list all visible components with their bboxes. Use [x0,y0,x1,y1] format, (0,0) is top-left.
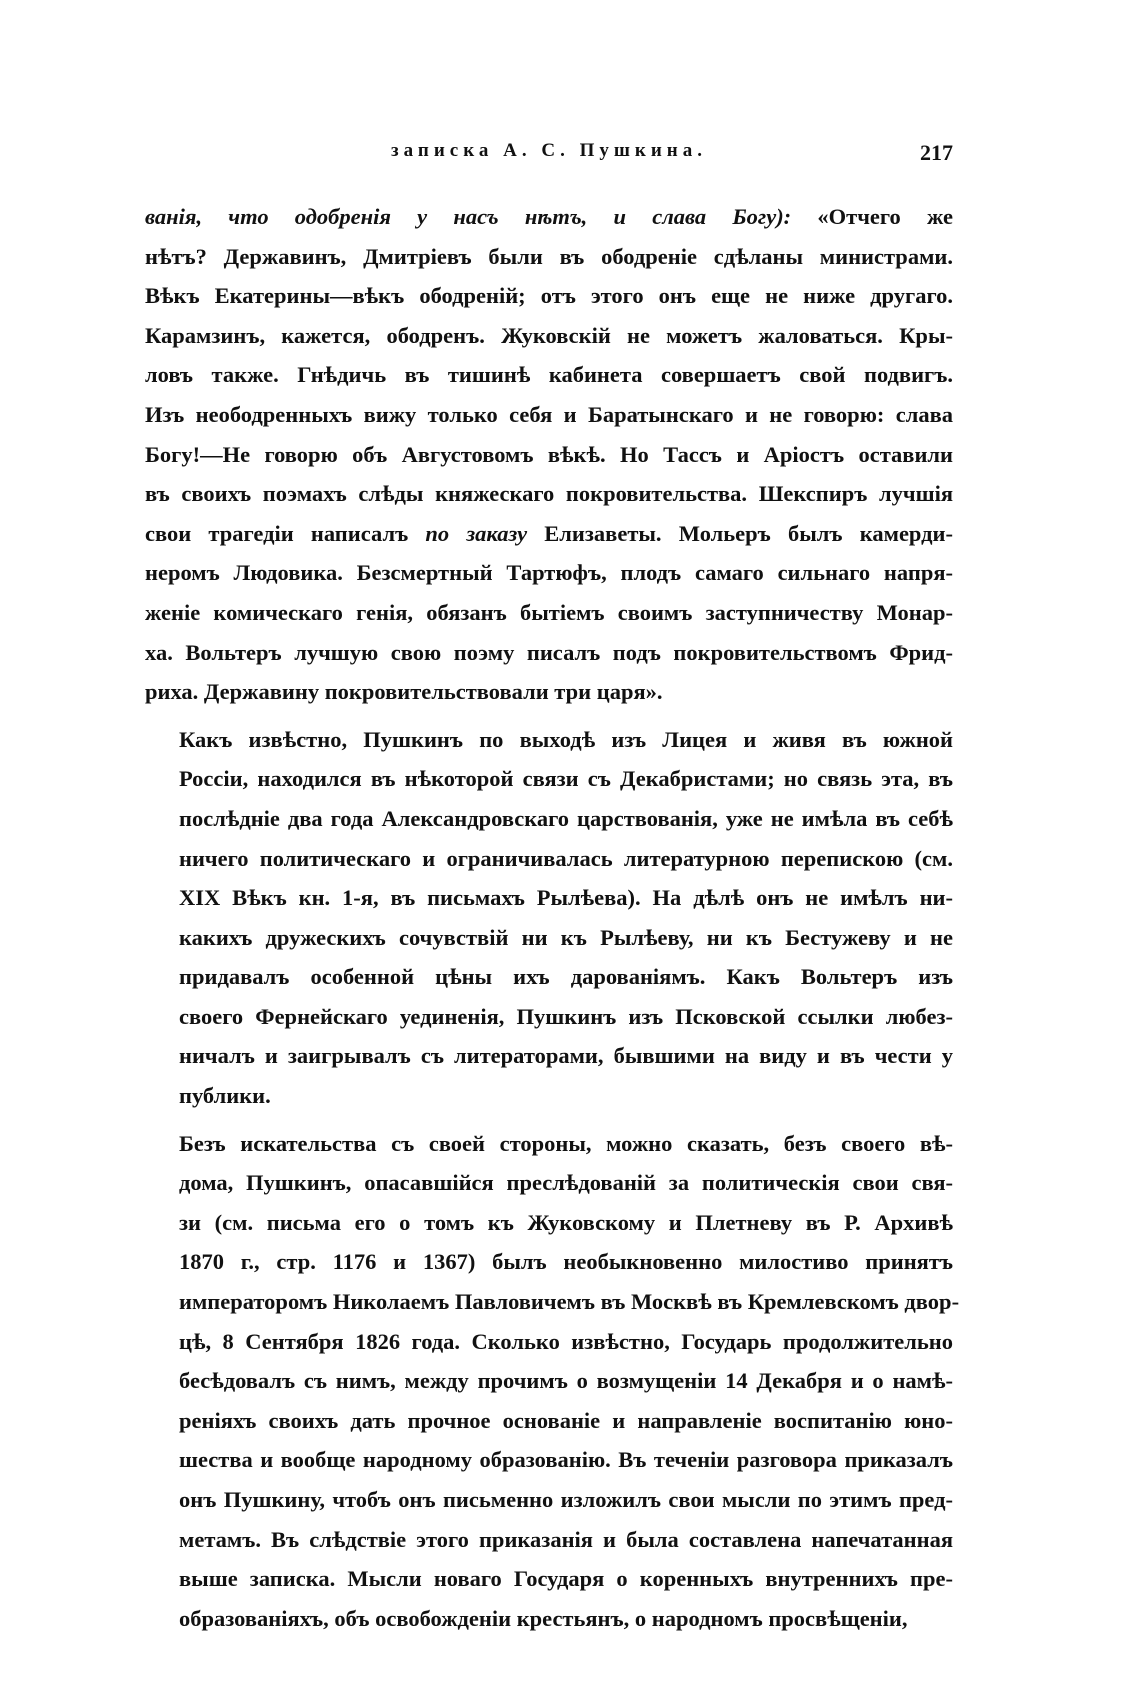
text-segment: своего Фернейскаго уединенія, Пушкинъ изъ Псковской ссылки любез- [179,1003,953,1029]
paragraph [145,1124,960,1639]
text-segment: какихъ дружескихъ сочувствій ни къ Рылѣеву, ни къ Бестужеву и не [179,924,953,950]
text-line [145,1124,953,1164]
text-segment: публики. [179,1083,271,1109]
text-line [145,799,953,839]
text-segment: Вѣкъ Екатерины—вѣкъ ободреній; отъ этого онъ еще не ниже другаго. [145,283,953,309]
text-line [145,633,953,673]
text-segment: риха. Державину покровительствовали три царя». [145,679,663,705]
page-number: 217 [920,140,953,165]
text-segment: 1870 г., стр. 1176 и 1367) былъ необыкновенно милостиво принятъ [179,1249,953,1275]
text-line [145,1361,953,1401]
text-segment: свои трагедіи написалъ [145,520,426,546]
text-segment: Богу!—Не говорю объ Августовомъ вѣкѣ. Но Тассъ и Аріостъ оставили [145,441,953,467]
text-segment: неромъ Людовика. Безсмертный Тартюфъ, плодъ самаго сильнаго напря- [145,560,953,586]
text-line [145,593,953,633]
text-segment: ничалъ и заигрывалъ съ литераторами, бывшими на виду и въ чести у [179,1043,953,1069]
text-line [145,672,953,712]
text-line [145,1076,953,1116]
text-line [145,878,953,918]
text-segment: Елизаветы. Мольеръ былъ камерди- [527,520,953,546]
text-segment: бесѣдовалъ съ нимъ, между прочимъ о возмущеніи 14 Декабря и о намѣ- [179,1368,953,1394]
text-segment: женіе комическаго генія, обязанъ бытіемъ своимъ заступничеству Монар- [145,599,953,625]
text-segment: Карамзинъ, кажется, ободренъ. Жуковскій не можетъ жаловаться. Кры- [145,322,953,348]
text-segment: ха. Вольтеръ лучшую свою поэму писалъ подъ покровительствомъ Фрид- [145,639,953,665]
text-line [145,355,953,395]
paragraph [145,197,953,712]
text-line [145,435,953,475]
text-line [145,474,953,514]
text-segment: выше записка. Мысли новаго Государя о коренныхъ внутреннихъ пре- [179,1566,953,1592]
text-segment: послѣдніе два года Александровскаго царствованія, уже не имѣла въ себѣ [179,805,953,831]
text-line [145,276,953,316]
text-line [145,997,953,1037]
text-line [145,918,953,958]
text-segment: Безъ искательства съ своей стороны, можно сказать, безъ своего вѣ- [179,1130,953,1156]
text-segment: образованіяхъ, объ освобожденіи крестьянъ, о народномъ просвѣщеніи, [179,1605,908,1631]
text-segment: императоромъ Николаемъ Павловичемъ въ Москвѣ въ Кремлевскомъ двор- [179,1289,960,1315]
text-line [145,514,953,554]
text-segment: онъ Пушкину, чтобъ онъ письменно изложилъ свои мысли по этимъ пред- [179,1487,953,1512]
text-line [145,197,953,237]
text-segment: Изъ неободренныхъ вижу только себя и Баратынскаго и не говорю: слава [145,401,953,427]
text-line [145,1599,953,1639]
text-line [145,1203,953,1243]
text-segment: реніяхъ своихъ дать прочное основаніе и направленіе воспитанію юно- [179,1407,953,1433]
text-line [145,1322,953,1362]
text-segment: Россіи, находился въ нѣкоторой связи съ Декабристами; но связь эта, въ [179,766,953,792]
text-segment: ловъ также. Гнѣдичь въ тишинѣ кабинета совершаетъ свой подвигъ. [145,362,953,388]
text-line [145,1401,953,1441]
text-line [145,720,953,760]
text-line [145,1242,953,1282]
text-segment: придавалъ особенной цѣны ихъ дарованіямъ. Какъ Вольтеръ изъ [179,964,953,990]
text-line [145,1520,953,1560]
text-line [145,839,953,879]
text-segment: въ своихъ поэмахъ слѣды княжескаго покровительства. Шекспиръ лучшія [145,481,953,507]
italic-text: ванія, что одобренія у насъ нѣтъ, и слава Богу): [145,204,818,229]
text-line [145,237,953,277]
running-title: записка А. С. Пушкина. [391,140,707,161]
text-segment: нѣтъ? Державинъ, Дмитріевъ были въ ободреніе сдѣланы министрами. [145,243,953,269]
text-line [145,1163,953,1203]
text-segment: Какъ извѣстно, Пушкинъ по выходѣ изъ Лицея и живя въ южной [179,726,953,752]
text-line [145,1036,953,1076]
text-line [145,553,953,593]
text-line [145,395,953,435]
italic-text: по заказу [425,520,528,546]
text-segment: метамъ. Въ слѣдствіе этого приказанія и была составлена напечатанная [179,1526,953,1552]
text-segment: XIX Вѣкъ кн. 1-я, въ письмахъ Рылѣева). На дѣлѣ онъ не имѣлъ ни- [179,885,953,911]
running-head [145,140,953,170]
text-segment: «Отчего же [817,204,953,229]
text-line [145,1480,953,1520]
text-line [145,316,953,356]
text-segment: зи (см. письма его о томъ къ Жуковскому и Плетневу въ Р. Архивѣ [179,1209,953,1235]
text-segment: дома, Пушкинъ, опасавшійся преслѣдованій за политическія свои свя- [179,1170,953,1196]
text-line [145,1282,960,1322]
paragraph [145,720,953,1116]
text-line [145,759,953,799]
text-line [145,1559,953,1599]
text-segment: шества и вообще народному образованію. Въ теченіи разговора приказалъ [179,1447,953,1473]
text-segment: ничего политическаго и ограничивалась литературною перепискою (см. [179,845,953,871]
text-line [145,1440,953,1480]
text-line [145,957,953,997]
body-text [145,197,960,1638]
text-segment: цѣ, 8 Сентября 1826 года. Сколько извѣстно, Государь продолжительно [179,1328,953,1354]
